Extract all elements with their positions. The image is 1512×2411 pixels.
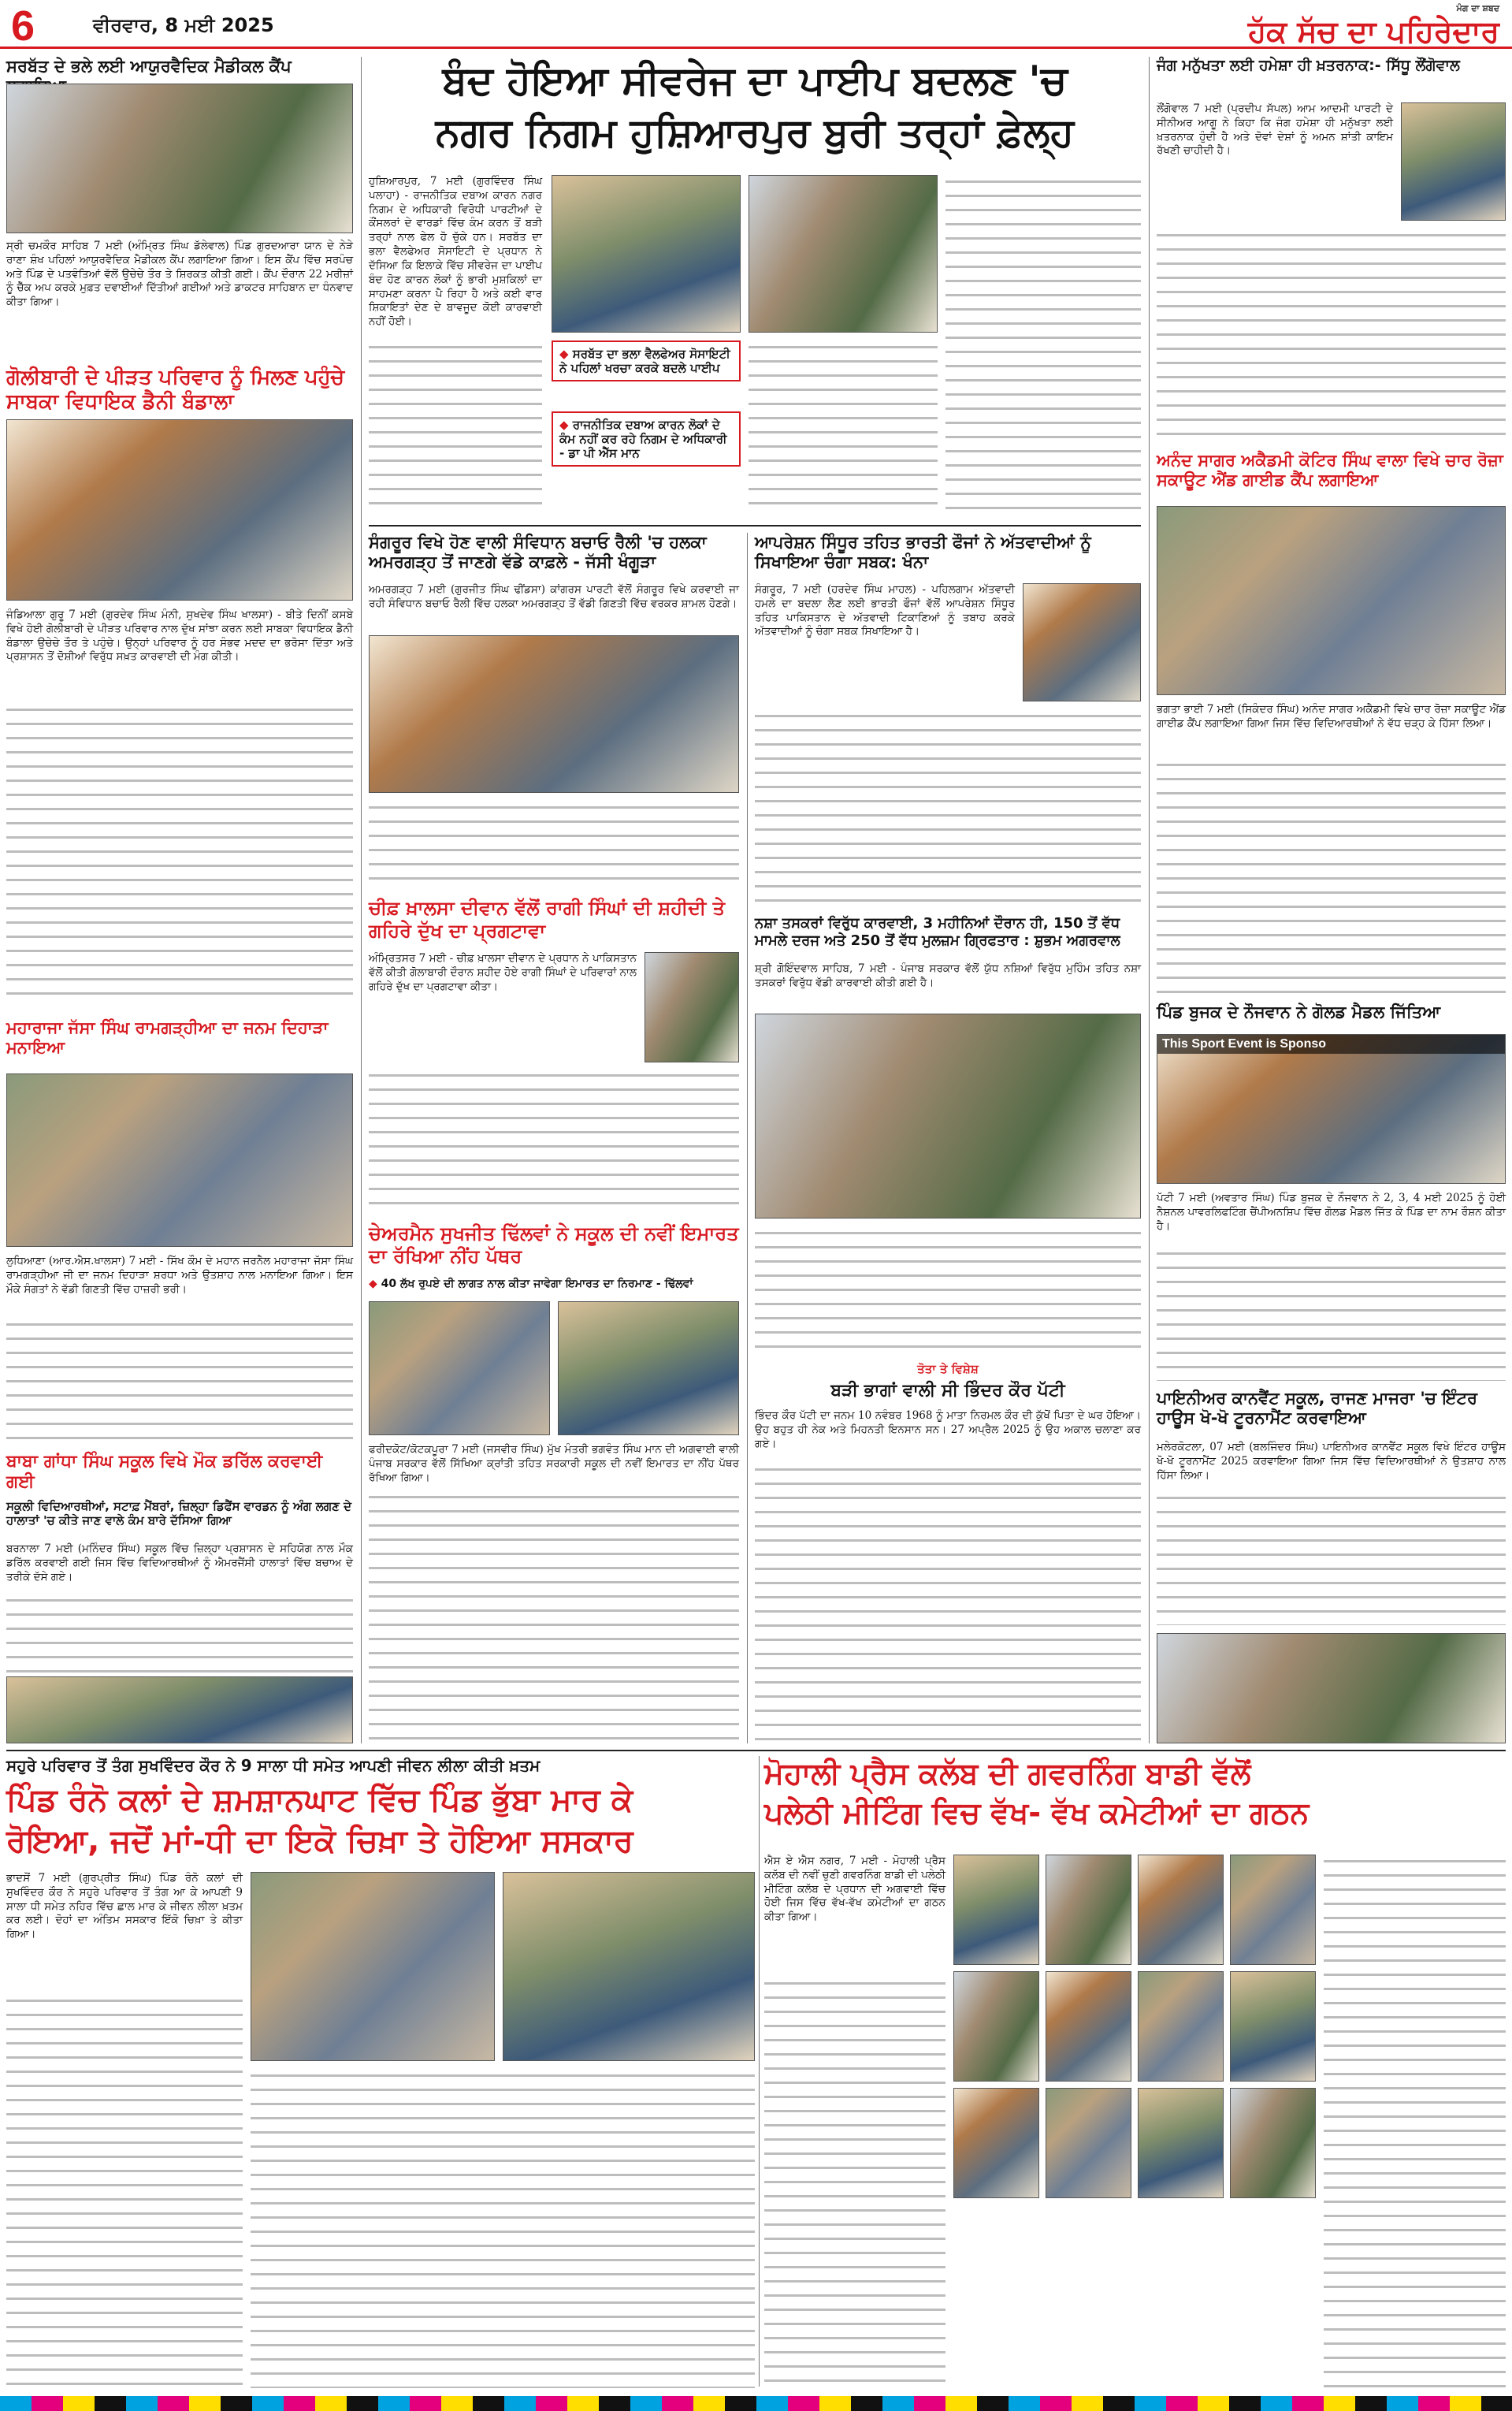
portrait-photo — [1046, 2088, 1131, 2198]
left-column — [6, 57, 353, 1743]
bottom-left-headline-line-1: ਪਿੰਡ ਰੰਨੋ ਕਲਾਂ ਦੇ ਸ਼ਮਸ਼ਾਨਘਾਟ ਵਿੱਚ ਪਿੰਡ ਭੁੱਬਾ ਮਾਰ ਕੇ — [6, 1782, 633, 1818]
bottom-left-story — [6, 1781, 755, 2388]
bottom-left-photo-2 — [503, 1872, 755, 2061]
right-story-2-body: ਭਗਤਾ ਭਾਈ 7 ਮਈ (ਸਿਕੰਦਰ ਸਿੰਘ) ਅਨੰਦ ਸਾਗਰ ਅਕੈਡਮੀ ਵਿਖੇ ਚਾਰ ਰੋਜ਼ਾ ਸਕਾਊਟ ਐਂਡ ਗਾਈਡ ਕੈਂਪ ਲਗਾਇਆ ਗਿਆ ਜਿਸ ਵਿੱਚ ਵਿਦਿਆਰਥੀਆਂ ਨੇ ਵੱਧ ਚੜ੍ਹ ਕੇ ਹਿੱਸਾ ਲਿਆ। — [1157, 703, 1506, 730]
portrait-photo — [953, 1971, 1039, 2082]
bottom-strip-headline: ਸਹੁਰੇ ਪਰਿਵਾਰ ਤੋਂ ਤੰਗ ਸੁਖਵਿੰਦਰ ਕੌਰ ਨੇ 9 ਸਾਲਾ ਧੀ ਸਮੇਤ ਆਪਣੀ ਜੀਵਨ ਲੀਲਾ ਕੀਤੀ ਖ਼ਤਮ — [6, 1756, 541, 1775]
mid-story-3-subtitle: ਬੜੀ ਭਾਗਾਂ ਵਾਲੀ ਸੀ ਭਿੰਦਰ ਕੌਰ ਪੱਟੀ — [830, 1381, 1065, 1401]
bottom-right-headline-line-2: ਪਲੇਠੀ ਮੀਟਿੰਗ ਵਿਚ ਵੱਖ- ਵੱਖ ਕਮੇਟੀਆਂ ਦਾ ਗਠਨ — [764, 1795, 1310, 1830]
left-story-3-photo — [6, 1073, 353, 1247]
center-story-4-body: ਫਰੀਦਕੋਟ/ਕੋਟਕਪੂਰਾ 7 ਮਈ (ਜਸਵੀਰ ਸਿੰਘ) ਮੁੱਖ ਮੰਤਰੀ ਭਗਵੰਤ ਸਿੰਘ ਮਾਨ ਦੀ ਅਗਵਾਈ ਵਾਲੀ ਪੰਜਾਬ ਸਰਕਾਰ ਵੱਲੋਂ ਸਿੱਖਿਆ ਕ੍ਰਾਂਤੀ ਤਹਿਤ ਸਰਕਾਰੀ ਸਕੂਲ ਦੀ ਨਵੀਂ ਇਮਾਰਤ ਦਾ ਨੀਂਹ ਪੱਥਰ ਰੱਖਿਆ ਗਿਆ। — [369, 1443, 739, 1484]
right-story-3-photo-banner: This Sport Event is Sponso — [1157, 1035, 1505, 1054]
mid-story-3-body: ਭਿੰਦਰ ਕੌਰ ਪੱਟੀ ਦਾ ਜਨਮ 10 ਨਵੰਬਰ 1968 ਨੂੰ ਮਾਤਾ ਨਿਰਮਲ ਕੌਰ ਦੀ ਕੁੱਖੋਂ ਪਿਤਾ ਦੇ ਘਰ ਹੋਇਆ। ਉਹ ਬਹੁਤ ਹੀ ਨੇਕ ਅਤੇ ਮਿਹਨਤੀ ਇਨਸਾਨ ਸਨ। 27 ਅਪ੍ਰੈਲ 2025 ਨੂੰ ਉਹ ਅਕਾਲ ਚਲਾਣਾ ਕਰ ਗਏ। — [755, 1409, 1141, 1450]
bottom-left-column-2 — [251, 2069, 755, 2388]
column-divider — [1149, 57, 1150, 1743]
masthead — [1248, 3, 1499, 50]
main-story-column-3 — [945, 175, 1141, 514]
center-story-3-photo — [645, 952, 739, 1062]
mid-story-1-photo — [1023, 583, 1141, 701]
left-story-3-continuation — [6, 1318, 353, 1444]
right-story-4-photo — [1157, 1633, 1506, 1743]
main-story — [369, 57, 1141, 522]
center-story-4-title: ਚੇਅਰਮੈਨ ਸੁਖਜੀਤ ਢਿੱਲਵਾਂ ਨੇ ਸਕੂਲ ਦੀ ਨਵੀਂ ਇਮਾਰਤ ਦਾ ਰੱਖਿਆ ਨੀਂਹ ਪੱਥਰ — [369, 1222, 739, 1267]
right-story-1-title: ਜੰਗ ਮਨੁੱਖਤਾ ਲਈ ਹਮੇਸ਼ਾ ਹੀ ਖ਼ਤਰਨਾਕ:- ਸਿੱਧੂ ਲੌਂਗੋਵਾਲ — [1157, 57, 1460, 74]
main-caption-1-text: ਸਰਬੱਤ ਦਾ ਭਲਾ ਵੈਲਫੇਅਰ ਸੋਸਾਇਟੀ ਨੇ ਪਹਿਲਾਂ ਖਰਚਾ ਕਰਕੇ ਬਦਲੇ ਪਾਈਪ — [559, 347, 730, 375]
column-divider — [361, 57, 362, 1743]
bottom-right-continuation — [764, 1977, 945, 2388]
caption-bullet-icon: ◆ — [559, 418, 573, 432]
main-story-photo-2 — [749, 175, 938, 333]
portrait-photo — [1046, 1971, 1131, 2082]
caption-bullet-icon: ◆ — [559, 347, 573, 361]
portrait-photo — [1138, 2088, 1224, 2198]
mid-story-1-title: ਆਪਰੇਸ਼ਨ ਸਿੰਧੂਰ ਤਹਿਤ ਭਾਰਤੀ ਫੌਜਾਂ ਨੇ ਅੱਤਵਾਦੀਆਂ ਨੂੰ ਸਿਖਾਇਆ ਚੰਗਾ ਸਬਕ: ਖੰਨਾ — [755, 533, 1091, 572]
page-date: ਵੀਰਵਾਰ, 8 ਮਈ 2025 — [93, 14, 274, 36]
left-story-3-title: ਮਹਾਰਾਜਾ ਜੱਸਾ ਸਿੰਘ ਰਾਮਗੜ੍ਹੀਆ ਦਾ ਜਨਮ ਦਿਹਾੜਾ ਮਨਾਇਆ — [6, 1018, 329, 1058]
right-story-1-continuation — [1157, 229, 1506, 441]
mid-right-column — [755, 533, 1141, 1743]
bottom-left-headline-line-2: ਰੋਇਆ, ਜਦੋਂ ਮਾਂ-ਧੀ ਦਾ ਇਕੋ ਚਿਖ਼ਾ ਤੇ ਹੋਇਆ ਸਸਕਾਰ — [6, 1823, 633, 1859]
footer-color-bar — [0, 2396, 1512, 2411]
mid-story-2-photo — [755, 1014, 1141, 1219]
main-story-photo-1 — [552, 175, 741, 333]
center-story-2-photo — [369, 635, 739, 793]
center-story-4-photo-2 — [558, 1301, 739, 1435]
right-story-2-photo — [1157, 506, 1506, 695]
left-story-4-photo — [6, 1676, 353, 1743]
right-story-3-title: ਪਿੰਡ ਬੁਜਕ ਦੇ ਨੌਜਵਾਨ ਨੇ ਗੋਲਡ ਮੈਡਲ ਜਿੱਤਿਆ — [1157, 1003, 1441, 1021]
left-story-1-body: ਸ੍ਰੀ ਚਮਕੌਰ ਸਾਹਿਬ 7 ਮਈ (ਅੰਮ੍ਰਿਤ ਸਿੰਘ ਡੱਲੇਵਾਲ) ਪਿੰਡ ਗੁਰਦਆਰਾ ਯਾਨ ਦੇ ਨੇੜੇ ਰਾਣਾ ਸ਼ੰਖ ਪਹਿਲਾਂ ਆਯੁਰਵੈਦਿਕ ਮੈਡੀਕਲ ਕੈਂਪ ਲਗਾਇਆ ਗਿਆ। ਇਸ ਕੈਂਪ ਵਿੱਚ ਸਰਪੰਚ ਅਤੇ ਪਿੰਡ ਦੇ ਪਤਵੰਤਿਆਂ ਵੱਲੋਂ ਉਚੇਚੇ ਤੌਰ ਤੇ ਸ਼ਿਰਕਤ ਕੀਤੀ ਗਈ। ਕੈਂਪ ਦੌਰਾਨ 22 ਮਰੀਜ਼ਾਂ ਨੂੰ ਚੈੱਕ ਅਪ ਕਰਕੇ ਮੁਫ਼ਤ ਦਵਾਈਆਂ ਦਿੱਤੀਆਂ ਗਈਆਂ ਅਤੇ ਡਾਕਟਰ ਸਾਹਿਬਾਨ ਦਾ ਧੰਨਵਾਦ ਕੀਤਾ ਗਿਆ। — [6, 240, 353, 309]
left-story-4-body: ਬਰਨਾਲਾ 7 ਮਈ (ਮਨਿੰਦਰ ਸਿੰਘ) ਸਕੂਲ ਵਿੱਚ ਜ਼ਿਲ੍ਹਾ ਪ੍ਰਸ਼ਾਸਨ ਦੇ ਸਹਿਯੋਗ ਨਾਲ ਮੌਕ ਡਰਿੱਲ ਕਰਵਾਈ ਗਈ ਜਿਸ ਵਿੱਚ ਵਿਦਿਆਰਥੀਆਂ ਨੂੰ ਐਮਰਜੈਂਸੀ ਹਾਲਾਤਾਂ ਵਿੱਚ ਬਚਾਅ ਦੇ ਤਰੀਕੇ ਦੱਸੇ ਗਏ। — [6, 1542, 353, 1583]
page-number: 6 — [11, 2, 35, 50]
masthead-tagline: ਮੰਗ ਦਾ ਸ਼ਬਦ — [1456, 3, 1499, 13]
portrait-photo — [1138, 1855, 1224, 1965]
main-story-column-2 — [749, 340, 938, 514]
main-caption-1 — [552, 340, 741, 381]
main-headline-line-1: ਬੰਦ ਹੋਇਆ ਸੀਵਰੇਜ ਦਾ ਪਾਈਪ ਬਦਲਣ 'ਚ — [442, 58, 1068, 103]
left-story-4-title: ਬਾਬਾ ਗਾਂਧਾ ਸਿੰਘ ਸਕੂਲ ਵਿਖੇ ਮੌਕ ਡਰਿੱਲ ਕਰਵਾਈ ਗਈ — [6, 1452, 323, 1493]
portrait-photo — [953, 1855, 1039, 1965]
left-story-2-body: ਜੰਡਿਆਲਾ ਗੁਰੂ 7 ਮਈ (ਗੁਰਦੇਵ ਸਿੰਘ ਮੰਨੀ, ਸੁਖਦੇਵ ਸਿੰਘ ਖਾਲਸਾ) - ਬੀਤੇ ਦਿਨੀਂ ਕਸਬੇ ਵਿਖੇ ਹੋਈ ਗੋਲੀਬਾਰੀ ਦੇ ਪੀੜਤ ਪਰਿਵਾਰ ਨਾਲ ਦੁੱਖ ਸਾਂਝਾ ਕਰਨ ਲਈ ਸਾਬਕਾ ਵਿਧਾਇਕ ਡੈਨੀ ਬੰਡਾਲਾ ਉਚੇਚੇ ਤੌਰ ਤੇ ਪਹੁੰਚੇ। ਉਨ੍ਹਾਂ ਪਰਿਵਾਰ ਨੂੰ ਹਰ ਸੰਭਵ ਮਦਦ ਦਾ ਭਰੋਸਾ ਦਿੱਤਾ ਅਤੇ ਪ੍ਰਸ਼ਾਸਨ ਤੋਂ ਦੋਸ਼ੀਆਂ ਵਿਰੁੱਧ ਸਖ਼ਤ ਕਾਰਵਾਈ ਦੀ ਮੰਗ ਕੀਤੀ। — [6, 608, 354, 664]
right-story-4-body: ਮਲੇਰਕੋਟਲਾ, 07 ਮਈ (ਬਲਜਿੰਦਰ ਸਿੰਘ) ਪਾਇਨੀਅਰ ਕਾਨਵੈਂਟ ਸਕੂਲ ਵਿਖੇ ਇੰਟਰ ਹਾਊਸ ਖੋ-ਖੋ ਟੂਰਨਾਮੈਂਟ 2025 ਕਰਵਾਇਆ ਗਿਆ ਜਿਸ ਵਿੱਚ ਵਿਦਿਆਰਥੀਆਂ ਨੇ ਉਤਸ਼ਾਹ ਨਾਲ ਹਿੱਸਾ ਲਿਆ। — [1157, 1441, 1506, 1482]
bottom-left-continuation — [6, 1994, 243, 2388]
center-left-column — [369, 533, 739, 1743]
mid-story-1-body: ਸੰਗਰੂਰ, 7 ਮਈ (ਹਰਦੇਵ ਸਿੰਘ ਮਾਹਲ) - ਪਹਿਲਗਾਮ ਅੱਤਵਾਦੀ ਹਮਲੇ ਦਾ ਬਦਲਾ ਲੈਣ ਲਈ ਭਾਰਤੀ ਫੌਜਾਂ ਵੱਲੋਂ ਆਪਰੇਸ਼ਨ ਸਿੰਧੂਰ ਤਹਿਤ ਪਾਕਿਸਤਾਨ ਦੇ ਅੱਤਵਾਦੀ ਟਿਕਾਣਿਆਂ ਨੂੰ ਤਬਾਹ ਕਰਕੇ ਅੱਤਵਾਦੀਆਂ ਨੂੰ ਚੰਗਾ ਸਬਕ ਸਿਖਾਇਆ ਹੈ। — [755, 583, 1015, 638]
left-story-4-continuation — [6, 1594, 353, 1672]
center-story-3-continuation — [369, 1069, 739, 1211]
center-story-3-title: ਚੀਫ਼ ਖ਼ਾਲਸਾ ਦੀਵਾਨ ਵੱਲੋਂ ਰਾਗੀ ਸਿੰਘਾਂ ਦੀ ਸ਼ਹੀਦੀ ਤੇ ਗਹਿਰੇ ਦੁੱਖ ਦਾ ਪ੍ਰਗਟਾਵਾ — [369, 897, 725, 942]
right-story-2-continuation — [1157, 758, 1506, 995]
right-story-4-continuation — [1157, 1491, 1506, 1625]
center-story-2-body: ਅਮਰਗੜ੍ਹ 7 ਮਈ (ਗੁਰਜੀਤ ਸਿੰਘ ਢੀਂਡਸਾ) ਕਾਂਗਰਸ ਪਾਰਟੀ ਵੱਲੋਂ ਸੰਗਰੂਰ ਵਿਖੇ ਕਰਵਾਈ ਜਾ ਰਹੀ ਸੰਵਿਧਾਨ ਬਚਾਓ ਰੈਲੀ ਵਿੱਚ ਹਲਕਾ ਅਮਰਗੜ੍ਹ ਤੋਂ ਵੱਡੀ ਗਿਣਤੀ ਵਿੱਚ ਵਰਕਰ ਸ਼ਾਮਲ ਹੋਣਗੇ। — [369, 583, 739, 610]
bottom-right-headline-line-1: ਮੋਹਾਲੀ ਪ੍ਰੈਸ ਕਲੱਬ ਦੀ ਗਵਰਨਿੰਗ ਬਾਡੀ ਵੱਲੋਂ — [764, 1756, 1251, 1791]
right-story-1-body: ਲੌਂਗੋਵਾਲ 7 ਮਈ (ਪ੍ਰਦੀਪ ਸੱਪਲ) ਆਮ ਆਦਮੀ ਪਾਰਟੀ ਦੇ ਸੀਨੀਅਰ ਆਗੂ ਨੇ ਕਿਹਾ ਕਿ ਜੰਗ ਹਮੇਸ਼ਾ ਹੀ ਮਨੁੱਖਤਾ ਲਈ ਖ਼ਤਰਨਾਕ ਹੁੰਦੀ ਹੈ ਅਤੇ ਦੋਵਾਂ ਦੇਸ਼ਾਂ ਨੂੰ ਅਮਨ ਸ਼ਾਂਤੀ ਕਾਇਮ ਰੱਖਣੀ ਚਾਹੀਦੀ ਹੈ। — [1157, 102, 1393, 158]
right-story-2-title: ਅਨੰਦ ਸਾਗਰ ਅਕੈਡਮੀ ਕੋਟਿਰ ਸਿੰਘ ਵਾਲਾ ਵਿਖੇ ਚਾਰ ਰੋਜ਼ਾ ਸਕਾਊਟ ਐਂਡ ਗਾਈਡ ਕੈਂਪ ਲਗਾਇਆ — [1157, 451, 1503, 490]
center-story-4-photo-1 — [369, 1301, 550, 1435]
main-headline-line-2: ਨਗਰ ਨਿਗਮ ਹੁਸ਼ਿਆਰਪੁਰ ਬੁਰੀ ਤਰ੍ਹਾਂ ਫ਼ੇਲ੍ਹ — [435, 110, 1075, 155]
left-story-1-title: ਸਰਬੱਤ ਦੇ ਭਲੇ ਲਈ ਆਯੁਰਵੈਦਿਕ ਮੈਡੀਕਲ ਕੈਂਪ — [6, 57, 292, 76]
left-story-1-photo — [6, 84, 353, 233]
left-story-4-subtitle: ਸਕੂਲੀ ਵਿਦਿਆਰਥੀਆਂ, ਸਟਾਫ਼ ਮੈਂਬਰਾਂ, ਜ਼ਿਲ੍ਹਾ ਡਿਫੈਂਸ ਵਾਰਡਨ ਨੂੰ ਅੰਗ ਲਗਣ ਦੇ ਹਾਲਾਤਾਂ 'ਚ ਕੀਤੇ ਜਾਣ ਵਾਲੇ ਕੰਮ ਬਾਰੇ ਦੱਸਿਆ ਗਿਆ — [6, 1499, 352, 1527]
mid-story-2-body: ਸ਼੍ਰੀ ਗੋਇੰਦਵਾਲ ਸਾਹਿਬ, 7 ਮਈ - ਪੰਜਾਬ ਸਰਕਾਰ ਵੱਲੋਂ ਯੁੱਧ ਨਸ਼ਿਆਂ ਵਿਰੁੱਧ ਮੁਹਿੰਮ ਤਹਿਤ ਨਸ਼ਾ ਤਸਕਰਾਂ ਵਿਰੁੱਧ ਵੱਡੀ ਕਾਰਵਾਈ ਕੀਤੀ ਗਈ ਹੈ। — [755, 962, 1141, 989]
bottom-right-body: ਐਸ ਏ ਐਸ ਨਗਰ, 7 ਮਈ - ਮੋਹਾਲੀ ਪ੍ਰੈਸ ਕਲੱਬ ਦੀ ਨਵੀਂ ਚੁਣੀ ਗਵਰਨਿੰਗ ਬਾਡੀ ਦੀ ਪਲੇਠੀ ਮੀਟਿੰਗ ਕਲੱਬ ਦੇ ਪ੍ਰਧਾਨ ਦੀ ਅਗਵਾਈ ਵਿੱਚ ਹੋਈ ਜਿਸ ਵਿੱਚ ਵੱਖ-ਵੱਖ ਕਮੇਟੀਆਂ ਦਾ ਗਠਨ ਕੀਤਾ ਗਿਆ। — [764, 1855, 945, 1924]
main-story-bottom-rule — [369, 525, 1141, 526]
mid-story-2-continuation — [755, 1226, 1141, 1352]
bottom-right-story — [764, 1756, 1506, 2388]
center-story-4-caption — [369, 1278, 739, 1291]
center-story-2-title: ਸੰਗਰੂਰ ਵਿਖੇ ਹੋਣ ਵਾਲੀ ਸੰਵਿਧਾਨ ਬਚਾਓ ਰੈਲੀ 'ਚ ਹਲਕਾ ਅਮਰਗੜ੍ਹ ਤੋਂ ਜਾਣਗੇ ਵੱਡੇ ਕਾਫ਼ਲੇ - ਜੱਸੀ ਖੰਗੂੜਾ — [369, 533, 707, 572]
bottom-section-rule — [6, 1750, 1506, 1751]
mid-story-1-continuation — [755, 709, 1141, 906]
right-story-4-title: ਪਾਇਨੀਅਰ ਕਾਨਵੈਂਟ ਸਕੂਲ, ਰਾਜਣ ਮਾਜਰਾ 'ਚ ਇੰਟਰ ਹਾਊਸ ਖੋ-ਖੋ ਟੂਰਨਾਮੈਂਟ ਕਰਵਾਇਆ — [1157, 1389, 1478, 1428]
portrait-photo — [1230, 1855, 1316, 1965]
mid-story-2-title: ਨਸ਼ਾ ਤਸਕਰਾਂ ਵਿਰੁੱਧ ਕਾਰਵਾਈ, 3 ਮਹੀਨਿਆਂ ਦੌਰਾਨ ਹੀ, 150 ਤੋਂ ਵੱਧ ਮਾਮਲੇ ਦਰਜ ਅਤੇ 250 ਤੋਂ ਵੱਧ ਮੁਲਜ਼ਮ ਗ੍ਰਿਫਤਾਰ : ਸ਼ੁਭਮ ਅਗਰਵਾਲ — [755, 915, 1120, 949]
column-divider — [747, 533, 748, 1743]
center-story-4-caption-text: 40 ਲੱਖ ਰੁਪਏ ਦੀ ਲਾਗਤ ਨਾਲ ਕੀਤਾ ਜਾਵੇਗਾ ਇਮਾਰਤ ਦਾ ਨਿਰਮਾਣ - ਢਿੱਲਵਾਂ — [381, 1278, 693, 1290]
center-story-4-continuation — [369, 1490, 739, 1743]
page-header — [0, 0, 1512, 49]
left-story-3-body: ਲੁਧਿਆਣਾ (ਆਰ.ਐਸ.ਖਾਲਸਾ) 7 ਮਈ - ਸਿੱਖ ਕੌਮ ਦੇ ਮਹਾਨ ਜਰਨੈਲ ਮਹਾਰਾਜਾ ਜੱਸਾ ਸਿੰਘ ਰਾਮਗੜ੍ਹੀਆ ਜੀ ਦਾ ਜਨਮ ਦਿਹਾੜਾ ਸ਼ਰਧਾ ਅਤੇ ਉਤਸ਼ਾਹ ਨਾਲ ਮਨਾਇਆ ਗਿਆ। ਇਸ ਮੌਕੇ ਸੰਗਤਾਂ ਨੇ ਵੱਡੀ ਗਿਣਤੀ ਵਿੱਚ ਹਾਜ਼ਰੀ ਭਰੀ। — [6, 1255, 353, 1296]
right-story-3-body: ਪੱਟੀ 7 ਮਈ (ਅਵਤਾਰ ਸਿੰਘ) ਪਿੰਡ ਬੁਜਕ ਦੇ ਨੌਜਵਾਨ ਨੇ 2, 3, 4 ਮਈ 2025 ਨੂੰ ਹੋਈ ਨੈਸ਼ਨਲ ਪਾਵਰਲਿਫਟਿੰਗ ਚੈਂਪੀਅਨਸ਼ਿਪ ਵਿੱਚ ਗੋਲਡ ਮੈਡਲ ਜਿੱਤ ਕੇ ਪਿੰਡ ਦਾ ਨਾਮ ਰੌਸ਼ਨ ਕੀਤਾ ਹੈ। — [1157, 1192, 1506, 1233]
main-story-continuation — [369, 340, 542, 514]
left-story-2-title: ਗੋਲੀਬਾਰੀ ਦੇ ਪੀੜਤ ਪਰਿਵਾਰ ਨੂੰ ਮਿਲਣ ਪਹੁੰਚੇ ਸਾਬਕਾ ਵਿਧਾਇਕ ਡੈਨੀ ਬੰਡਾਲਾ — [6, 366, 345, 415]
portrait-photo — [1046, 1855, 1131, 1965]
caption-bullet-icon: ◆ — [369, 1278, 381, 1290]
center-story-3-body: ਅੰਮ੍ਰਿਤਸਰ 7 ਮਈ - ਚੀਫ਼ ਖ਼ਾਲਸਾ ਦੀਵਾਨ ਦੇ ਪ੍ਰਧਾਨ ਨੇ ਪਾਕਿਸਤਾਨ ਵੱਲੋਂ ਕੀਤੀ ਗੋਲਾਬਾਰੀ ਦੌਰਾਨ ਸ਼ਹੀਦ ਹੋਏ ਰਾਗੀ ਸਿੰਘਾਂ ਦੇ ਪਰਿਵਾਰਾਂ ਨਾਲ ਗਹਿਰੇ ਦੁੱਖ ਦਾ ਪ੍ਰਗਟਾਵਾ ਕੀਤਾ। — [369, 952, 637, 993]
mid-story-3-continuation — [755, 1463, 1141, 1743]
main-caption-2-text: ਰਾਜਨੀਤਿਕ ਦਬਾਅ ਕਾਰਨ ਲੋਕਾਂ ਦੇ ਕੰਮ ਨਹੀਂ ਕਰ ਰਹੇ ਨਿਗਮ ਦੇ ਅਧਿਕਾਰੀ - ਡਾ ਪੀ ਐੱਸ ਮਾਨ — [559, 418, 727, 460]
left-story-2-photo — [6, 419, 353, 601]
left-story-2-continuation — [6, 703, 353, 1003]
portrait-photo — [953, 2088, 1039, 2198]
right-story-3-photo — [1157, 1034, 1506, 1184]
masthead-title: ਹੱਕ ਸੱਚ ਦਾ ਪਹਿਰੇਦਾਰ — [1247, 14, 1499, 49]
center-story-2-continuation — [369, 801, 739, 887]
right-column — [1157, 57, 1506, 1743]
main-caption-2 — [552, 411, 741, 467]
bottom-left-photo-1 — [251, 1872, 495, 2061]
right-story-3-continuation — [1157, 1247, 1506, 1381]
press-club-portrait-grid — [953, 1855, 1316, 2388]
portrait-photo — [1138, 1971, 1224, 2082]
mid-story-3-title: ਤੋਤਾ ਤੇ ਵਿਸ਼ੇਸ਼ — [917, 1362, 979, 1376]
portrait-photo — [1230, 1971, 1316, 2082]
main-story-body: ਹੁਸ਼ਿਆਰਪੁਰ, 7 ਮਈ (ਗੁਰਵਿੰਦਰ ਸਿੰਘ ਪਲਾਹਾ) - ਰਾਜਨੀਤਿਕ ਦਬਾਅ ਕਾਰਨ ਨਗਰ ਨਿਗਮ ਦੇ ਅਧਿਕਾਰੀ ਵਿਰੋਧੀ ਪਾਰਟੀਆਂ ਦੇ ਕੌਂਸਲਰਾਂ ਦੇ ਵਾਰਡਾਂ ਵਿੱਚ ਕੰਮ ਕਰਨ ਤੋਂ ਬੜੀ ਤਰ੍ਹਾਂ ਨਾਲ ਫੇਲ ਹੋ ਚੁੱਕੇ ਹਨ। ਸਰਬੱਤ ਦਾ ਭਲਾ ਵੈਲਫੇਅਰ ਸੋਸਾਇਟੀ ਦੇ ਪ੍ਰਧਾਨ ਨੇ ਦੱਸਿਆ ਕਿ ਇਲਾਕੇ ਵਿੱਚ ਸੀਵਰੇਜ ਦਾ ਪਾਈਪ ਬੰਦ ਹੋਣ ਕਾਰਨ ਲੋਕਾਂ ਨੂੰ ਭਾਰੀ ਮੁਸ਼ਕਿਲਾਂ ਦਾ ਸਾਹਮਣਾ ਕਰਨਾ ਪੈ ਰਿਹਾ ਹੈ ਅਤੇ ਕਈ ਵਾਰ ਸ਼ਿਕਾਇਤਾਂ ਦੇਣ ਦੇ ਬਾਵਜੂਦ ਕੋਈ ਕਾਰਵਾਈ ਨਹੀਂ ਹੋਈ। — [369, 175, 542, 329]
bottom-right-column-3 — [1324, 1855, 1506, 2388]
portrait-photo — [1230, 2088, 1316, 2198]
column-divider — [759, 1756, 760, 2387]
bottom-left-body: ਭਾਦਸੋਂ 7 ਮਈ (ਗੁਰਪ੍ਰੀਤ ਸਿੰਘ) ਪਿੰਡ ਰੰਨੋ ਕਲਾਂ ਦੀ ਸੁਖਵਿੰਦਰ ਕੌਰ ਨੇ ਸਹੁਰੇ ਪਰਿਵਾਰ ਤੋਂ ਤੰਗ ਆ ਕੇ ਆਪਣੀ 9 ਸਾਲਾ ਧੀ ਸਮੇਤ ਨਹਿਰ ਵਿੱਚ ਛਾਲ ਮਾਰ ਕੇ ਜੀਵਨ ਲੀਲਾ ਖ਼ਤਮ ਕਰ ਲਈ। ਦੋਹਾਂ ਦਾ ਅੰਤਿਮ ਸਸਕਾਰ ਇੱਕੋ ਚਿਖ਼ਾ ਤੇ ਕੀਤਾ ਗਿਆ। — [6, 1872, 243, 1941]
right-story-1-photo — [1401, 102, 1506, 221]
